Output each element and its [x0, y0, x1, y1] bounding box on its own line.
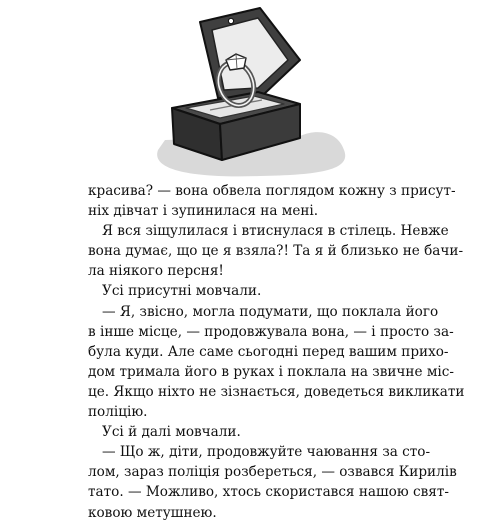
text-line: — Що ж, діти, продовжуйте чаювання за сто- — [102, 444, 431, 461]
text-line: Усі й далі мовчали. — [102, 424, 241, 441]
text-line: тато. — Можливо, хтось скористався нашою свят- — [88, 484, 449, 501]
page-text — [88, 181, 465, 523]
text-line: поліцію. — [88, 404, 148, 421]
text-line: Я вся зіщулилася і втиснулася в стілець. Невже — [102, 223, 449, 240]
text-line: лом, зараз поліція розбереться, — озвався Кирилів — [88, 464, 457, 481]
text-line: в інше місце, — продовжувала вона, — і просто за- — [88, 323, 454, 340]
text-line: Усі присутні мовчали. — [102, 283, 262, 300]
text-line: ніх дівчат і зупинилася на мені. — [88, 203, 319, 220]
text-line: була куди. Але саме сьогодні перед вашим прихо- — [88, 343, 449, 360]
text-line: дом тримала його в руках і поклала на звичне міс- — [88, 363, 454, 380]
text-line: це. Якщо ніхто не зізнається, доведеться викликати — [88, 383, 465, 400]
text-line: ковою метушнею. — [88, 504, 217, 521]
lid-clasp — [228, 18, 233, 23]
text-line: вона думає, що це я взяла?! Та я й близько не бачи- — [88, 243, 464, 260]
text-line: — Я, звісно, могла подумати, що поклала його — [102, 303, 439, 320]
text-line: красива? — вона обвела поглядом кожну з присут- — [88, 183, 456, 199]
ring-box-illustration — [0, 0, 500, 182]
text-line: ла ніякого персня! — [88, 263, 224, 280]
